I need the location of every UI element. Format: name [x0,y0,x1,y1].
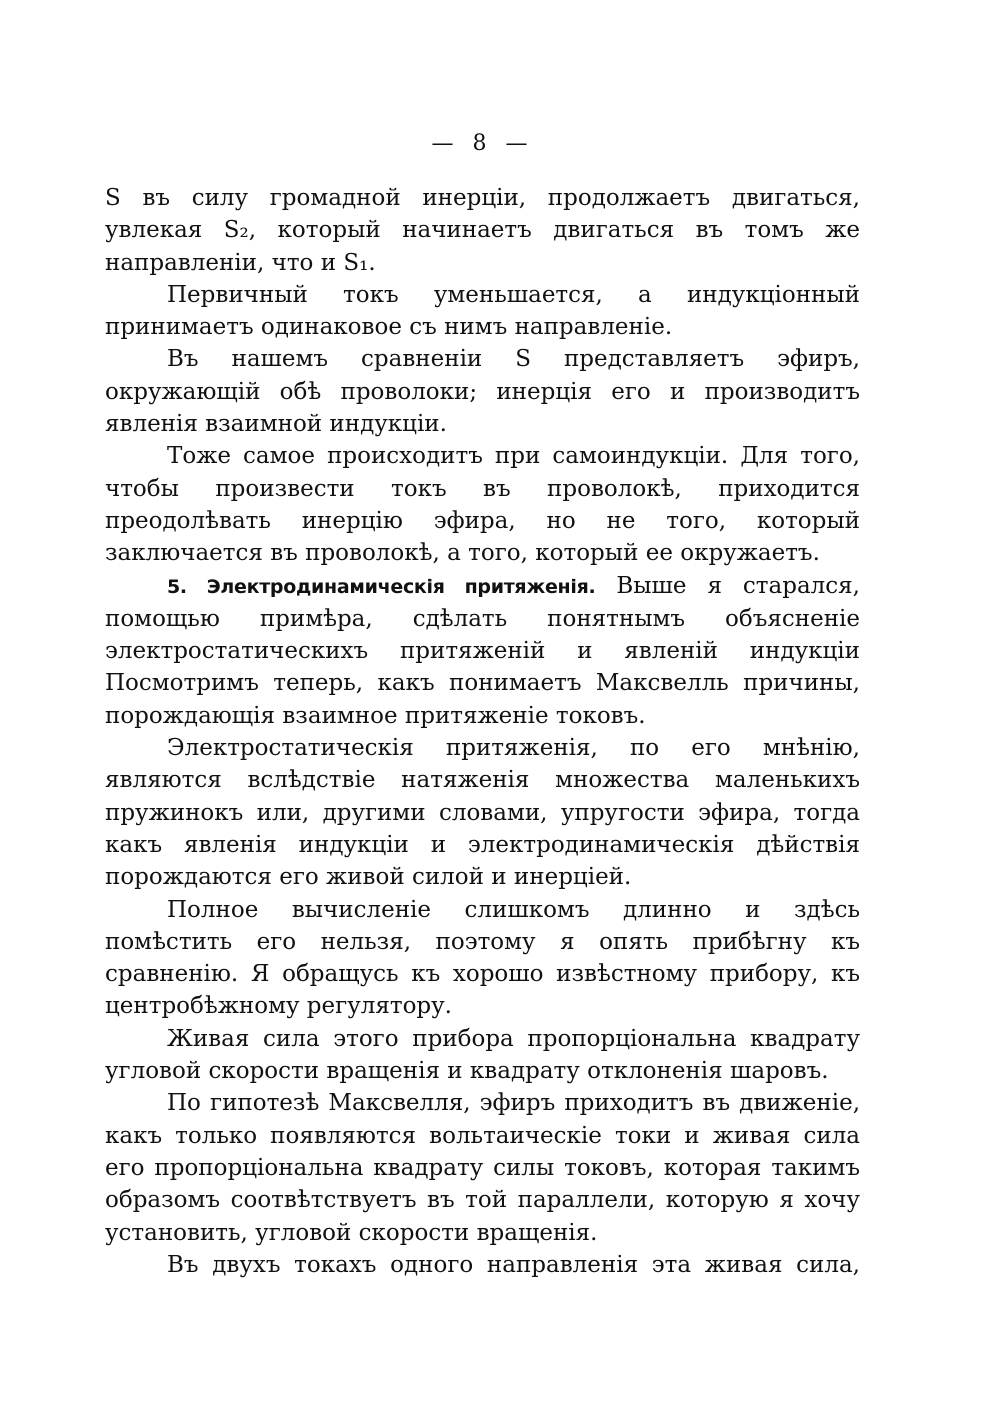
paragraph-text: Выше я старался, помощью примѣра, сдѣлать понятнымъ объясненіе электростатическихъ притяженій и явленій индукціи Посмотримъ теперь, какъ понимаетъ Максвелль причины, порождающія взаимное притяженіе токовъ. [105,572,860,729]
book-page [105,128,860,1281]
section-heading: 5. Электродинамическія притяженія. [167,575,596,598]
paragraph-2 [105,279,860,344]
paragraph-text: Въ нашемъ сравненіи S представляетъ эфиръ, окружающій обѣ проволоки; инерція его и производитъ явленія взаимной индукціи. [105,346,860,438]
paragraph-text: Полное вычисленіе слишкомъ длинно и здѣсь помѣстить его нельзя, поэтому я опять прибѣгну къ сравненію. Я обращусь къ хорошо извѣстному прибору, къ центробѣжному регулятору. [105,896,860,1020]
paragraph-8 [105,1023,860,1088]
paragraph-5-section [105,570,860,732]
paragraph-3 [105,343,860,440]
paragraph-text: Въ двухъ токахъ одного направленія эта живая сила, [167,1251,860,1278]
paragraph-text: Первичный токъ уменьшается, а индукціонный принимаетъ одинаковое съ нимъ направленіе. [105,281,860,341]
paragraph-text: Электростатическія притяженія, по его мнѣнію, являются вслѣдствіе натяженія множества маленькихъ пружинокъ или, другими словами, упругости эфира, тогда какъ явленія индукціи и электродинамическія дѣйствія порождаются его живой силой и инерціей. [105,735,860,891]
paragraph-1 [105,182,860,279]
paragraph-10 [105,1249,860,1281]
paragraph-text: S въ силу громадной инерціи, продолжаетъ двигаться, увлекая S₂, который начинаетъ двигаться въ томъ же направленіи, что и S₁. [105,185,860,276]
page-number: — 8 — [431,131,534,156]
paragraph-9 [105,1087,860,1248]
paragraph-text: По гипотезѣ Максвелля, эфиръ приходитъ въ движеніе, какъ только появляются вольтаическіе токи и живая сила его пропорціональна квадрату силы токовъ, которая такимъ образомъ соотвѣтствуетъ въ той параллели, которую я хочу установить, угловой скорости вращенія. [105,1090,860,1246]
paragraph-6 [105,732,860,893]
paragraph-text: Живая сила этого прибора пропорціональна квадрату угловой скорости вращенія и квадрату отклоненія шаровъ. [105,1025,860,1085]
paragraph-4 [105,440,860,569]
paragraph-7 [105,894,860,1023]
paragraph-text: Тоже самое происходитъ при самоиндукціи. Для того, чтобы произвести токъ въ проволокѣ, приходится преодолѣвать инерцію эфира, но не того, который заключается въ проволокѣ, а того, который ее окружаетъ. [105,443,860,567]
